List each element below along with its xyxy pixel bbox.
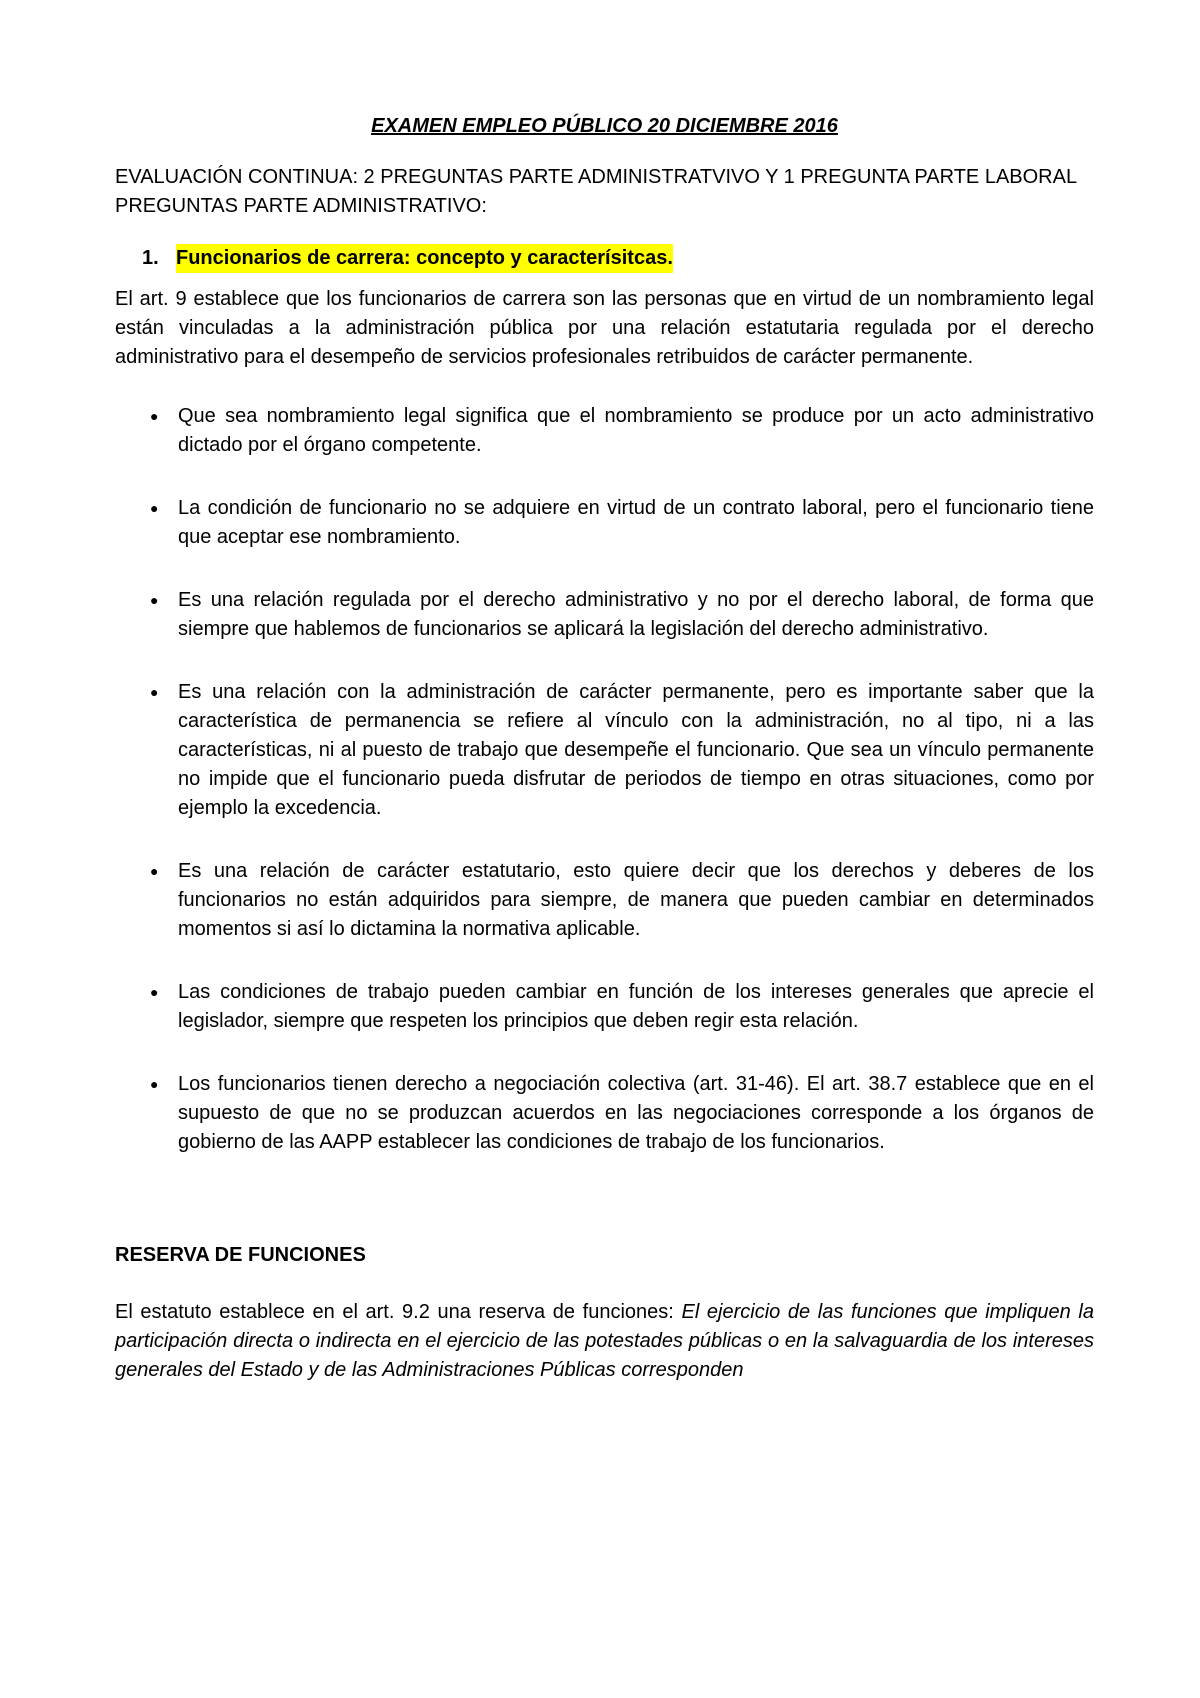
list-item-text: Es una relación regulada por el derecho administrativo y no por el derecho laboral, de forma que siempre que hablemos de funcionarios se aplicará la legislación del derecho administrativo. bbox=[178, 589, 1094, 640]
list-item-text: Los funcionarios tienen derecho a negociación colectiva (art. 31-46). El art. 38.7 establece que en el supuesto de que no se produzcan acuerdos en las negociaciones corresponde a los órganos de gobierno de las AAPP establecer las condiciones de trabajo de los funcionarios. bbox=[178, 1073, 1094, 1153]
question-list bbox=[115, 244, 1094, 273]
list-item-text: Es una relación con la administración de carácter permanente, pero es importante saber que la característica de permanencia se refiere al vínculo con la administración, no al tipo, ni a las características, ni al puesto de trabajo que desempeñe el funcionario. Que sea un vínculo permanente no impide que el funcionario pueda disfrutar de periodos de tiempo en otras situaciones, como por ejemplo la excedencia. bbox=[178, 681, 1094, 819]
reserve-lead-text: El estatuto establece en el art. 9.2 una reserva de funciones: bbox=[115, 1301, 682, 1323]
list-item-text: Es una relación de carácter estatutario, esto quiere decir que los derechos y deberes de los funcionarios no están adquiridos para siempre, de manera que pueden cambiar en determinados momentos si así lo dictamina la normativa aplicable. bbox=[178, 860, 1094, 940]
intro-line-questions: PREGUNTAS PARTE ADMINISTRATIVO: bbox=[115, 195, 487, 217]
bullet-icon: ● bbox=[150, 984, 159, 1000]
bullet-icon: ● bbox=[150, 592, 159, 608]
bullet-icon: ● bbox=[150, 863, 159, 879]
list-item-text: Que sea nombramiento legal significa que el nombramiento se produce por un acto administrativo dictado por el órgano competente. bbox=[178, 405, 1094, 456]
bullet-icon: ● bbox=[150, 684, 159, 700]
bullet-icon: ● bbox=[150, 500, 159, 516]
intro-line-evaluation: EVALUACIÓN CONTINUA: 2 PREGUNTAS PARTE ADMINISTRATVIVO Y 1 PREGUNTA PARTE LABORAL bbox=[115, 166, 1078, 188]
reserve-quote-text: El ejercicio de las funciones que impliquen la participación directa o indirecta en el ejercicio de las potestades públicas o en la salvaguardia de los intereses generales del Estado y de las Administraciones Públicas corresponden bbox=[115, 1301, 1095, 1381]
list-item bbox=[115, 857, 1094, 944]
characteristics-list bbox=[115, 402, 1094, 1157]
document-title: EXAMEN EMPLEO PÚBLICO 20 DICIEMBRE 2016 bbox=[371, 115, 838, 137]
question-item bbox=[115, 244, 1094, 273]
list-item bbox=[115, 978, 1094, 1036]
definition-paragraph: El art. 9 establece que los funcionarios de carrera son las personas que en virtud de un nombramiento legal están vinculadas a la administración pública por una relación estatutaria regulada por el derecho administrativo para el desempeño de servicios profesionales retribuidos de carácter permanente. bbox=[115, 288, 1094, 368]
list-item bbox=[115, 402, 1094, 460]
list-item-text: Las condiciones de trabajo pueden cambiar en función de los intereses generales que aprecie el legislador, siempre que respeten los principios que deben regir esta relación. bbox=[178, 981, 1094, 1032]
reserve-paragraph bbox=[115, 1298, 1094, 1385]
section-heading-reserva: RESERVA DE FUNCIONES bbox=[115, 1244, 366, 1266]
list-item bbox=[115, 586, 1094, 644]
bullet-icon: ● bbox=[150, 408, 159, 424]
list-item bbox=[115, 494, 1094, 552]
list-item bbox=[115, 678, 1094, 823]
list-item-text: La condición de funcionario no se adquiere en virtud de un contrato laboral, pero el funcionario tiene que aceptar ese nombramiento. bbox=[178, 497, 1094, 548]
bullet-icon: ● bbox=[150, 1076, 159, 1092]
question-number: 1. bbox=[142, 247, 159, 269]
list-item bbox=[115, 1070, 1094, 1157]
question-text-highlighted: Funcionarios de carrera: concepto y caracterísitcas. bbox=[176, 244, 673, 273]
